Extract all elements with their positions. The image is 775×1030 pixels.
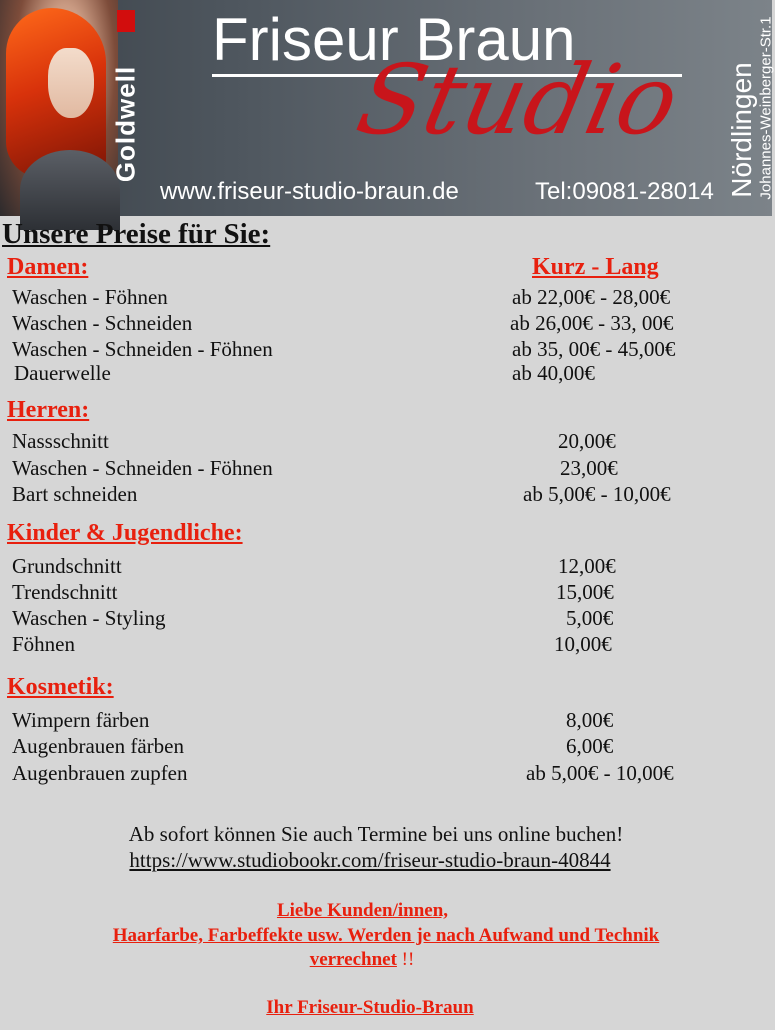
notice-line3 xyxy=(0,949,724,971)
price-row xyxy=(0,734,772,760)
price-row xyxy=(0,761,772,787)
service-price: 23,00€ xyxy=(560,456,618,480)
portrait-face xyxy=(48,48,94,118)
service-price: 6,00€ xyxy=(566,734,614,758)
service-price: 10,00€ xyxy=(554,632,612,656)
price-row xyxy=(0,429,772,455)
price-row xyxy=(0,311,772,337)
service-price: 15,00€ xyxy=(556,580,614,604)
section-title-kosmetik: Kosmetik: xyxy=(7,674,114,700)
service-price: 5,00€ xyxy=(566,606,614,630)
price-row xyxy=(0,285,772,311)
service-name: Waschen - Styling xyxy=(12,606,166,630)
price-row xyxy=(0,554,772,580)
price-row xyxy=(0,482,772,508)
studio-script-logo: Studio xyxy=(348,44,689,156)
goldwell-logo-text: Goldwell xyxy=(110,65,141,183)
booking-link[interactable]: https://www.studiobookr.com/friseur-studio-braun-40844 xyxy=(129,848,611,872)
service-price: 12,00€ xyxy=(558,554,616,578)
price-row xyxy=(0,337,772,363)
goldwell-logo-mark xyxy=(117,10,135,32)
model-portrait xyxy=(0,0,118,216)
service-name: Grundschnitt xyxy=(12,554,122,578)
service-price: 8,00€ xyxy=(566,708,614,732)
service-price: 20,00€ xyxy=(558,429,616,453)
service-name: Dauerwelle xyxy=(14,361,111,385)
price-row xyxy=(0,632,772,658)
section-title-damen: Damen: xyxy=(7,254,89,280)
price-row xyxy=(0,708,772,734)
goldwell-logo xyxy=(110,6,142,216)
online-booking-text: Ab sofort können Sie auch Termine bei uns online buchen! xyxy=(128,822,624,846)
website-link[interactable]: www.friseur-studio-braun.de xyxy=(160,178,459,205)
price-column-header: Kurz - Lang xyxy=(532,254,659,280)
service-name: Nassschnitt xyxy=(12,429,109,453)
street-address: Johannes-Weinberger-Str.1 xyxy=(757,16,775,200)
service-name: Waschen - Schneiden - Föhnen xyxy=(12,337,273,361)
service-price: ab 26,00€ - 33, 00€ xyxy=(510,311,674,335)
signature: Ihr Friseur-Studio-Braun xyxy=(266,997,474,1018)
salon-title: Friseur Braun xyxy=(212,6,576,73)
service-price: ab 5,00€ - 10,00€ xyxy=(523,482,671,506)
service-name: Waschen - Schneiden - Föhnen xyxy=(12,456,273,480)
booking-link-wrap xyxy=(0,848,740,873)
service-name: Waschen - Föhnen xyxy=(12,285,168,309)
price-row xyxy=(0,361,772,387)
price-row xyxy=(0,580,772,606)
notice-exclamation: !! xyxy=(396,949,415,970)
service-name: Trendschnitt xyxy=(12,580,118,604)
service-price: ab 5,00€ - 10,00€ xyxy=(526,761,674,785)
city-name: Nördlingen xyxy=(726,62,757,198)
service-name: Wimpern färben xyxy=(12,708,150,732)
section-title-herren: Herren: xyxy=(7,397,90,423)
service-name: Bart schneiden xyxy=(12,482,138,506)
service-name: Augenbrauen färben xyxy=(12,734,184,758)
phone-number[interactable]: Tel:09081-28014 xyxy=(535,178,714,205)
prices-heading: Unsere Preise für Sie: xyxy=(2,218,271,250)
section-title-kinder: Kinder & Jugendliche: xyxy=(7,520,243,546)
notice-coloring-text: Haarfarbe, Farbeffekte usw. Werden je nach Aufwand und Technik xyxy=(112,925,660,946)
price-row xyxy=(0,606,772,632)
service-name: Föhnen xyxy=(12,632,75,656)
service-name: Augenbrauen zupfen xyxy=(12,761,188,785)
notice-greeting: Liebe Kunden/innen, xyxy=(276,900,449,921)
service-name: Waschen - Schneiden xyxy=(12,311,193,335)
price-row xyxy=(0,456,772,482)
service-price: ab 40,00€ xyxy=(512,361,595,385)
service-price: ab 35, 00€ - 45,00€ xyxy=(512,337,676,361)
notice-verrechnet: verrechnet xyxy=(309,949,397,970)
header-banner xyxy=(0,0,775,216)
service-price: ab 22,00€ - 28,00€ xyxy=(512,285,671,309)
